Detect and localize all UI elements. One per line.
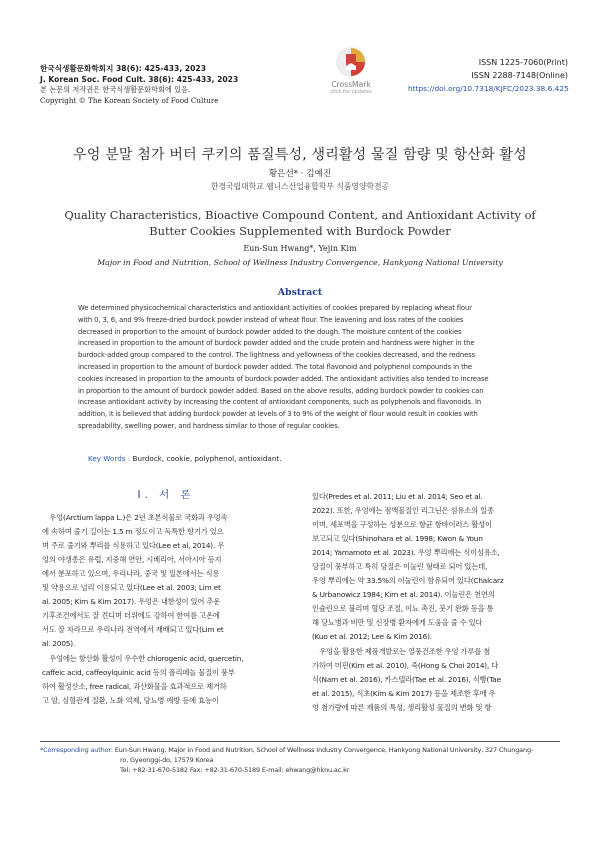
body-line: 기후조건에서도 잘 견디며 더위에도 강하여 한여름 고온에 [42,611,220,621]
copyright-en: Copyright © The Korean Society of Food Culture [40,95,219,105]
abstract-line: spreadability, swelling power, and hardness similar to those of regular cookies. [78,421,340,430]
abstract-body [78,303,526,433]
body-line: 2014; Yamamoto et al. 2023). 우엉 뿌리에는 식이섬유소, [312,548,500,558]
footnote-divider [40,741,560,742]
abstract-line: with 0, 3, 6, and 9% freeze-dried burdock powder instead of wheat flour. The leavening and loss rates of the cookies [78,315,464,324]
journal-ko-line: 한국식생활문화학회지 38(6): 425-433, 2023 [40,64,206,73]
body-line: 에 속하며 줄기 길이는 1.5 m 정도이고 독특한 향기가 있으 [42,527,224,537]
authors-english: Eun-Sun Hwang*, Yejin Kim [243,244,357,253]
abstract-line: increased in proportion to the amount of burdock powder added and the crude protein and hardness were higher in the [78,339,475,348]
body-line: al. 2005; Kim & Kim 2017). 우엉은 내한성이 있어 추운 [42,597,221,607]
body-line: 우엉에는 항산화 활성이 우수한 chlorogenic acid, quercetin, [49,653,244,663]
issn-online: ISSN 2288-7148(Online) [471,71,568,80]
abstract-line: We determined physicochemical characteristics and antioxidant activities of cookies prepared by replacing wheat flour [78,304,472,312]
affiliation-english: Major in Food and Nutrition, School of Wellness Industry Convergence, Hankyong National University [97,258,503,267]
abstract-line: increased in proportion to the amount of burdock powder added. The total flavonoid and polyphenol compounds in the [78,362,472,371]
body-line: (Kuo et al. 2012; Lee & Kim 2016). [312,632,432,642]
body-column-right [312,490,560,715]
body-line: 2022). 또한, 우엉에는 점액물질인 리그닌은 섬유소의 일종 [312,506,494,516]
body-line: 엉 첨가량에 따른 제품의 특성, 생리활성 물질의 변화 및 항 [312,702,492,712]
abstract-line: increase antioxidant activity by increasing the content of antioxidant components, such as polyphenols and flavonoids. In [78,398,482,407]
body-line: 해 당뇨병과 비만 및 신장병 환자에게 도움을 줄 수 있다 [312,618,483,628]
body-paragraph [312,490,560,645]
abstract-line: burdock-added group compared to the control. The lightness and yellowness of the cookies decreased, and the redness [78,351,476,360]
keywords-text: Burdock, cookie, polyphenol, antioxidant. [132,454,282,463]
body-line: & Urbanowicz 1984; Kim et al. 2014). 이눌린은 천연의 [312,590,495,600]
body-line: 하여 활성산소, free radical, 과산화물을 효과적으로 제거하 [42,681,227,691]
body-line: 고 암, 심혈관계 질환, 노화 억제, 당뇨병 예방 등에 효능이 [42,695,219,705]
body-line: 서도 잘 자라므로 우리나라 전역에서 재배되고 있다(Lim et [42,625,224,635]
journal-en-line: J. Korean Soc. Food Cult. 38(6): 425-433, 2023 [40,74,239,84]
abstract-line: addition, it is believed that adding burdock powder at levels of 3 to 9% of the weight of flour would result in cookies with [78,410,478,419]
abstract-line: cookies increased in proportion to the amounts of burdock powder added. The antioxidant activities also tended to increase [78,374,489,383]
footnote-label: *Corresponding author: [40,746,113,754]
body-line: 인슐린으로 불리며 혈당 조절, 이뇨 촉진, 붓기 완화 등을 통 [312,604,494,614]
crossmark-sub: click for updates [330,89,372,95]
footnote-line2: ro, Gyeonggi-do, 17579 Korea [120,756,214,764]
body-paragraph [42,652,290,708]
title-english-line2: Butter Cookies Supplemented with Burdock Powder [149,224,451,238]
crossmark-badge[interactable] [316,46,386,124]
body-column-left [42,488,290,708]
issn-block [408,56,568,95]
abstract-heading: Abstract [277,287,323,298]
body-line: 우엉(Arctium lappa L.)은 2년 초본식물로 국화과 우엉속 [49,513,228,523]
body-paragraph [42,511,290,651]
copyright-ko: 본 논문의 저작권은 한국식생활문화학회에 있음. [40,85,191,95]
body-line: 며 주로 줄기와 뿌리를 식용하고 있다(Lee et al, 2014). 우 [42,541,225,551]
keywords-label: Key Words : [88,454,131,463]
title-korean: 우엉 분말 첨가 버터 쿠키의 품질특성, 생리활성 물질 함량 및 항산화 활성 [73,147,527,163]
journal-header [40,64,290,106]
footnote-line3: Tel: +82-31-670-5182 Fax: +82-31-670-5189 E-mail: ehwang@hknu.ac.kr [120,766,350,774]
body-line: et al. 2015), 식초(Kim & Kim 2017) 등을 제조한 후에 우 [312,688,496,698]
body-line: 엉의 야생종은 유럽, 지중해 연안, 시베리아, 서아시아 등지 [42,555,222,565]
abstract-line: decreased in proportion to the amount of burdock powder added to the dough. The moisture content of the cookies [78,327,462,336]
body-line: 식(Nam et al. 2016), 카스텔라(Tae et al. 2016), 식빵(Tae [312,674,501,684]
footnote-line1: Eun-Sun Hwang, Major in Food and Nutrition, School of Wellness Industry Convergence, Hankyong National University, 327 Chungang- [114,746,534,754]
crossmark-label: CrossMark [331,80,371,89]
corresponding-author-footnote [40,745,565,775]
affiliation-korean: 한경국립대학교 웰니스산업융합학부 식품영양학전공 [210,182,390,191]
title-english [60,207,540,239]
body-line: 및 약용으로 널리 이용되고 있다(Lee et al. 2003; Lim et [42,583,221,593]
keywords [88,454,528,463]
abstract-line: in proportion to the amount of burdock powder added. Based on the above results, adding burdock powder to cookies can [78,386,484,395]
body-line: 우엉 뿌리에는 약 33.5%의 이눌린이 함유되어 있다(Chalcarz [312,576,504,586]
body-paragraph [312,645,560,715]
body-line: caffeic acid, caffeoylquinic acid 등의 폴리페놀 물질이 풍부 [42,667,235,677]
title-english-line1: Quality Characteristics, Bioactive Compound Content, and Antioxidant Activity of [64,208,536,222]
body-line: 에서 분포하고 있으며, 우리나라, 중국 및 일본에서는 식용 [42,569,220,579]
body-line: 우엉을 활용한 제품개발로는 열풍건조한 우엉 가루를 첨 [319,646,491,656]
issn-print: ISSN 1225-7060(Print) [478,58,568,67]
body-line: 가하여 머핀(Kim et al. 2010), 죽(Hong & Choi 2014), 다 [312,660,499,670]
body-line: 보고되고 있다(Shinohara et al. 1998; Kwon & Youn [312,534,483,544]
authors-korean: 황은선* · 김예진 [268,169,332,179]
body-line: 있다(Predes et al. 2011; Liu et al. 2014; Seo et al. [312,492,483,501]
body-line: 당질이 풍부하고 특히 당질은 이눌린 형태로 되어 있는데, [312,562,488,572]
crossmark-icon [335,46,367,78]
body-line: 이며, 세포벽을 구성하는 성분으로 항균 항바이러스 활성이 [312,520,492,530]
body-line: al. 2005). [42,639,76,649]
section-heading-introduction: I. 서 론 [137,489,195,501]
doi-link[interactable]: https://doi.org/10.7318/KJFC/2023.38.6.425 [408,84,569,93]
